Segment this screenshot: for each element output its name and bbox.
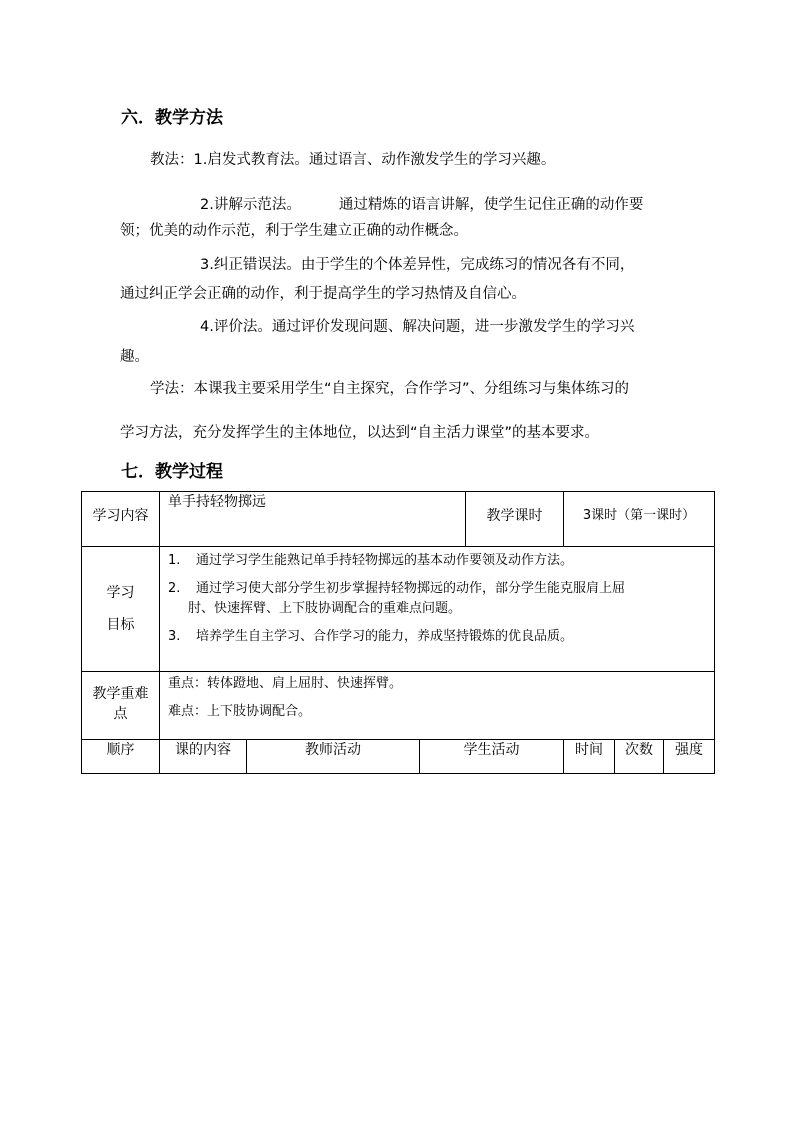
objective-item: 2. 通过学习使大部分学生初步掌握持轻物掷远的动作，部分学生能克服肩上屈 肘、快速挥臂、上下肢协调配合的重难点问题。 [168, 581, 626, 616]
col-header-count: 次数 [615, 740, 664, 774]
content-label: 学习内容 [82, 492, 160, 547]
objectives-label-line1: 学习 [106, 585, 135, 601]
row-content [82, 492, 715, 547]
content-value: 单手持轻物掷远 [160, 492, 466, 547]
difficulty-point: 难点：上下肢协调配合。 [168, 704, 312, 719]
objectives-label-line2: 目标 [106, 617, 135, 633]
key-point: 重点：转体蹬地、肩上屈肘、快速挥臂。 [168, 676, 403, 691]
keypoints-label-line2: 点 [113, 705, 128, 722]
objectives-list [160, 547, 715, 672]
lesson-plan-table [81, 491, 715, 774]
method-1-text: 1.启发式教育法。通过语言、动作激发学生的学习兴趣。 [193, 152, 556, 168]
hours-label: 教学课时 [466, 492, 564, 547]
row-column-headers [82, 740, 715, 774]
teaching-method-4-line1: 4.评价法。通过评价发现问题、解决问题，进一步激发学生的学习兴 [200, 319, 635, 335]
section-7-heading: 七．教学过程 [121, 462, 223, 482]
objective-item: 3. 培养学生自主学习、合作学习的能力，养成坚持锻炼的优良品质。 [168, 629, 574, 644]
learning-method-line2: 学习方法，充分发挥学生的主体地位，以达到“自主活力课堂”的基本要求。 [120, 425, 600, 441]
col-header-intensity: 强度 [664, 740, 715, 774]
keypoints-label-line1: 教学重难 [92, 685, 149, 702]
col-header-content: 课的内容 [160, 740, 247, 774]
objective-item: 1. 通过学习学生能熟记单手持轻物掷远的基本动作要领及动作方法。 [168, 553, 574, 568]
row-objectives [82, 547, 715, 672]
teaching-method-4-line2: 趣。 [120, 349, 149, 365]
col-header-student: 学生活动 [420, 740, 564, 774]
section-6-heading: 六．教学方法 [121, 108, 223, 128]
teaching-method-3-line1: 3.纠正错误法。由于学生的个体差异性，完成练习的情况各有不同， [200, 257, 635, 273]
hours-value: 3课时（第一课时） [564, 492, 715, 547]
keypoints-label [82, 672, 160, 740]
teaching-method-2-line1 [200, 195, 760, 215]
col-header-teacher: 教师活动 [247, 740, 420, 774]
row-keypoints [82, 672, 715, 740]
col-header-order: 顺序 [82, 740, 160, 774]
teaching-method-1 [150, 150, 710, 170]
objectives-label [82, 547, 160, 672]
method-2-desc: 通过精炼的语言讲解，使学生记住正确的动作要 [338, 197, 644, 213]
col-header-time: 时间 [564, 740, 615, 774]
method-2-title: 2.讲解示范法。 [200, 197, 301, 213]
teaching-method-3-line2: 通过纠正学会正确的动作，利于提高学生的学习热情及自信心。 [120, 286, 526, 302]
learning-method-line1: 学法：本课我主要采用学生“自主探究，合作学习”、分组练习与集体练习的 [150, 381, 630, 397]
teaching-label: 教法： [150, 152, 194, 168]
keypoints-content [160, 672, 715, 740]
teaching-method-2-line2: 领；优美的动作示范，利于学生建立正确的动作概念。 [120, 223, 468, 239]
